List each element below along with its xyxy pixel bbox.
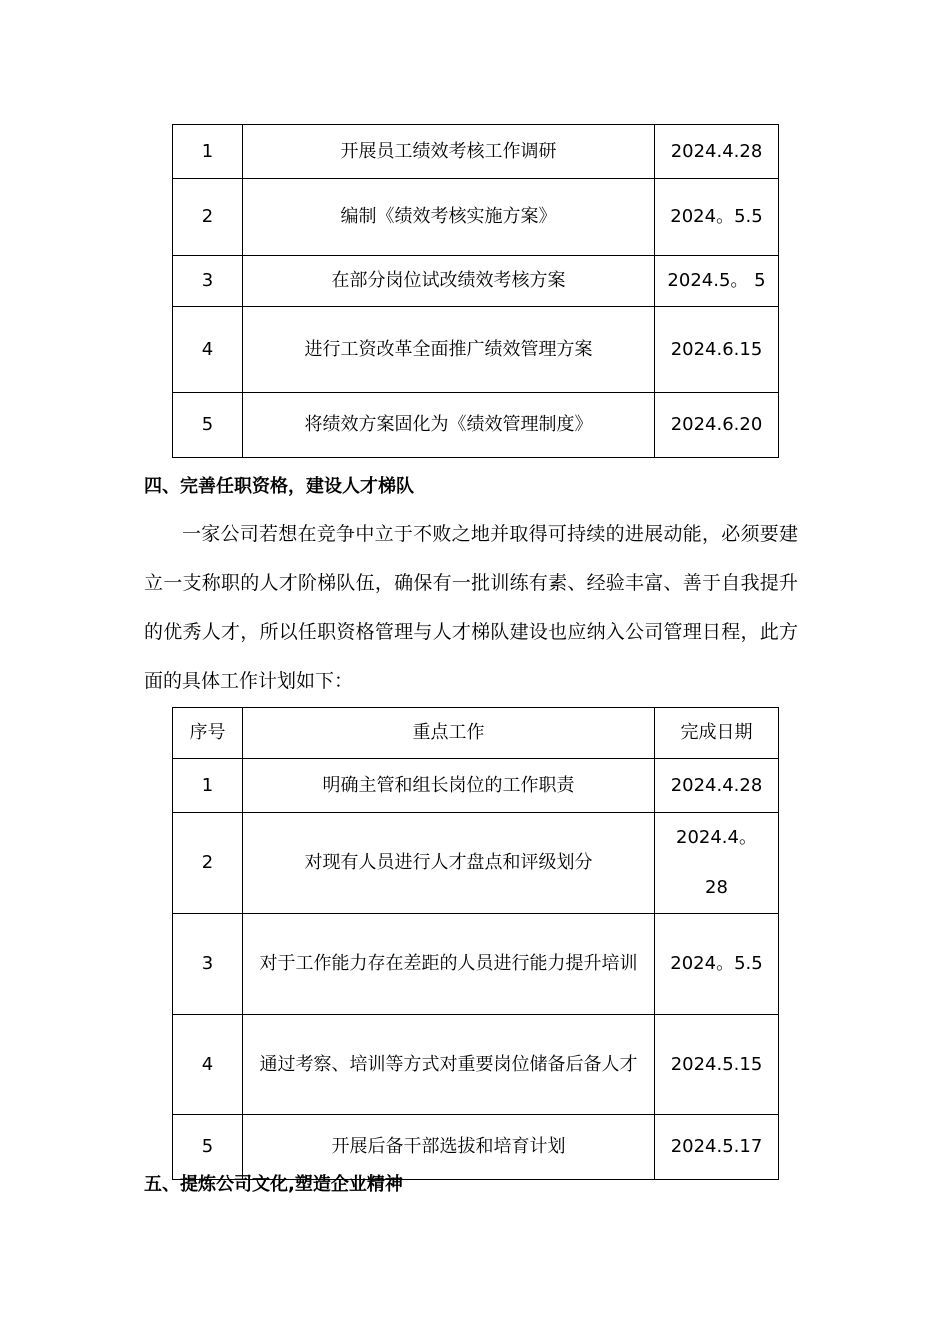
table-header-row	[173, 708, 779, 759]
row-date: 2024.4.28	[655, 759, 779, 813]
table-row	[173, 759, 779, 813]
row-number: 1	[173, 759, 243, 813]
table-row	[173, 914, 779, 1015]
row-date: 2024.6.15	[655, 307, 779, 393]
row-date: 2024.6.20	[655, 393, 779, 458]
row-number: 3	[173, 256, 243, 307]
row-number: 4	[173, 1015, 243, 1115]
table-row	[173, 1015, 779, 1115]
row-date: 2024.5.15	[655, 1015, 779, 1115]
row-task: 通过考察、培训等方式对重要岗位储备后备人才	[243, 1015, 655, 1115]
row-date: 2024.5.17	[655, 1115, 779, 1180]
table-row	[173, 393, 779, 458]
row-task: 在部分岗位试改绩效考核方案	[243, 256, 655, 307]
row-number: 3	[173, 914, 243, 1015]
header-date: 完成日期	[655, 708, 779, 759]
section-heading: 五、提炼公司文化,塑造企业精神	[144, 1174, 403, 1195]
row-task: 对现有人员进行人才盘点和评级划分	[243, 813, 655, 914]
row-number: 5	[173, 393, 243, 458]
header-task: 重点工作	[243, 708, 655, 759]
row-task: 开展后备干部选拔和培育计划	[243, 1115, 655, 1180]
table-row	[173, 125, 779, 179]
row-number: 2	[173, 813, 243, 914]
schedule-table-2	[172, 707, 779, 1180]
header-number: 序号	[173, 708, 243, 759]
table-row	[173, 256, 779, 307]
body-paragraph: 一家公司若想在竞争中立于不败之地并取得可持续的进展动能，必须要建立一支称职的人才阶梯队伍，确保有一批训练有素、经验丰富、善于自我提升的优秀人才，所以任职资格管理与人才梯队建设也应纳入公司管理日程，此方面的具体工作计划如下：	[144, 523, 798, 692]
row-date: 2024。5.5	[655, 914, 779, 1015]
row-number: 4	[173, 307, 243, 393]
table-row	[173, 179, 779, 256]
row-task: 进行工资改革全面推广绩效管理方案	[243, 307, 655, 393]
row-date: 2024。5.5	[655, 179, 779, 256]
row-number: 2	[173, 179, 243, 256]
table-row	[173, 813, 779, 914]
table-row	[173, 307, 779, 393]
schedule-table-1	[172, 124, 779, 458]
row-number: 5	[173, 1115, 243, 1180]
row-date: 2024.5。 5	[655, 256, 779, 307]
row-task: 编制《绩效考核实施方案》	[243, 179, 655, 256]
row-number: 1	[173, 125, 243, 179]
row-task: 将绩效方案固化为《绩效管理制度》	[243, 393, 655, 458]
row-task: 明确主管和组长岗位的工作职责	[243, 759, 655, 813]
row-date: 2024.4.28	[655, 125, 779, 179]
section-heading: 四、完善任职资格，建设人才梯队	[144, 476, 414, 497]
row-date: 2024.4。28	[655, 813, 779, 914]
row-task: 对于工作能力存在差距的人员进行能力提升培训	[243, 914, 655, 1015]
row-task: 开展员工绩效考核工作调研	[243, 125, 655, 179]
